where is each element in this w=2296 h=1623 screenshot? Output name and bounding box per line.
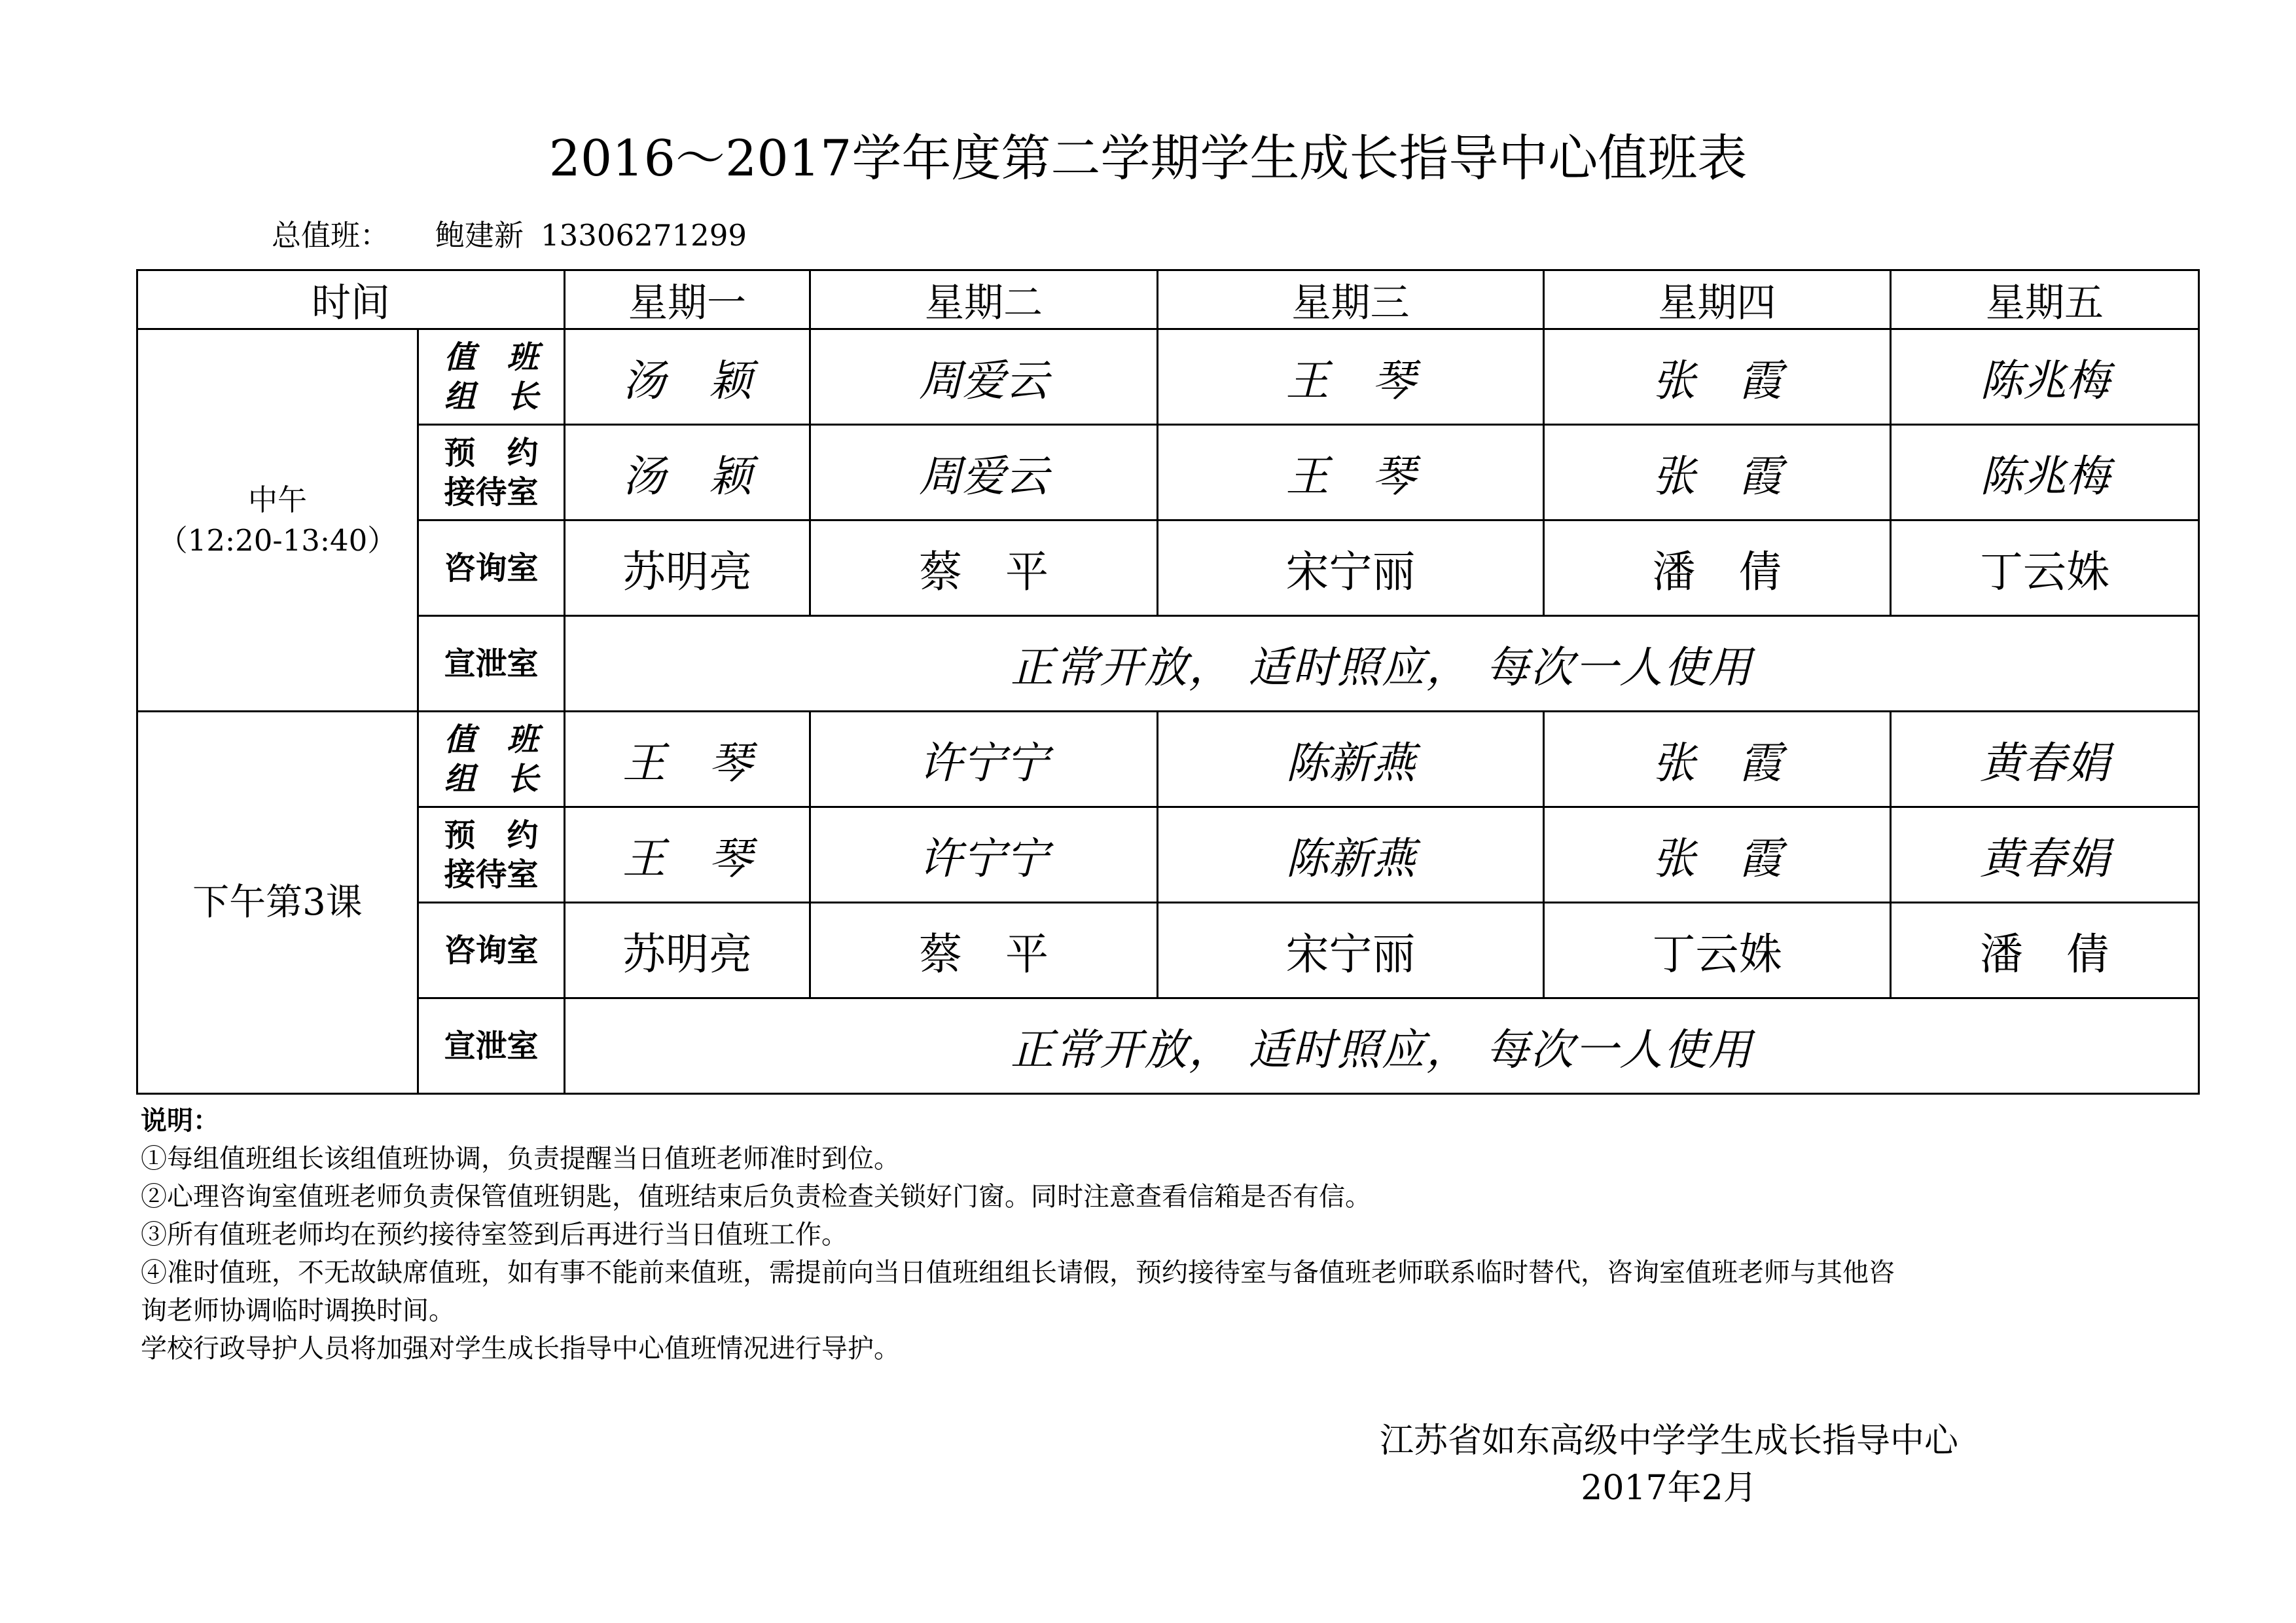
header-row (137, 270, 2199, 329)
vent-role-cell: 宣泄室 (418, 616, 565, 712)
role-label-line1: 值 班 (444, 721, 539, 758)
day-header-wed: 星期三 (1158, 270, 1544, 329)
name-cell: 王 琴 (1158, 425, 1544, 520)
notes-heading: 说明： (141, 1105, 219, 1136)
noon-reception-row (137, 425, 2199, 520)
name-cell: 陈新燕 (1158, 712, 1544, 807)
role-label-line1: 预 约 (444, 816, 539, 854)
duty-roster-table (136, 269, 2200, 1095)
noon-period-cell (137, 329, 418, 712)
name-cell: 蔡 平 (810, 903, 1158, 998)
day-header-thu: 星期四 (1544, 270, 1891, 329)
name-cell: 汤 颖 (565, 425, 810, 520)
name-cell: 黄春娟 (1891, 712, 2199, 807)
signature-org: 江苏省如东高级中学学生成长指导中心 (1379, 1421, 1958, 1461)
note-item: ②心理咨询室值班老师负责保管值班钥匙，值班结束后负责检查关锁好门窗。同时注意查看信箱是否有信。 (141, 1182, 1371, 1212)
name-cell: 宋宁丽 (1158, 520, 1544, 616)
afternoon-period-cell (137, 712, 418, 1094)
role-label-line2: 组 长 (444, 760, 539, 797)
note-item: ①每组值班组长该组值班协调，负责提醒当日值班老师准时到位。 (141, 1144, 900, 1174)
general-duty-label: 总值班： (272, 218, 390, 253)
page-title: 2016～2017学年度第二学期学生成长指导中心值班表 (548, 129, 1748, 187)
leader-role-cell (418, 329, 565, 425)
leader-role-cell (418, 712, 565, 807)
vent-note-cell: 正常开放， 适时照应， 每次一人使用 (565, 616, 2199, 712)
vent-role-cell: 宣泄室 (418, 998, 565, 1094)
name-cell: 陈新燕 (1158, 807, 1544, 903)
name-cell: 陈兆梅 (1891, 329, 2199, 425)
noon-label: 中午 (247, 482, 307, 517)
signature-block (1309, 1417, 2029, 1512)
noon-leader-row (137, 329, 2199, 425)
role-label-line1: 预 约 (444, 434, 539, 471)
name-cell: 宋宁丽 (1158, 903, 1544, 998)
name-cell: 许宁宁 (810, 807, 1158, 903)
note-item: ③所有值班老师均在预约接待室签到后再进行当日值班工作。 (141, 1220, 848, 1250)
name-cell: 王 琴 (565, 807, 810, 903)
name-cell: 王 琴 (565, 712, 810, 807)
name-cell: 周爱云 (810, 329, 1158, 425)
time-header: 时间 (137, 270, 565, 329)
signature-date: 2017年2月 (1581, 1468, 1757, 1508)
general-duty-line (272, 216, 747, 255)
name-cell: 许宁宁 (810, 712, 1158, 807)
day-header-mon: 星期一 (565, 270, 810, 329)
name-cell: 丁云姝 (1891, 520, 2199, 616)
afternoon-leader-row (137, 712, 2199, 807)
reception-role-cell (418, 807, 565, 903)
noon-counsel-row (137, 520, 2199, 616)
day-header-fri: 星期五 (1891, 270, 2199, 329)
role-label-line1: 值 班 (444, 338, 539, 376)
vent-note-cell: 正常开放， 适时照应， 每次一人使用 (565, 998, 2199, 1094)
reception-role-cell (418, 425, 565, 520)
name-cell: 汤 颖 (565, 329, 810, 425)
role-label-line2: 接待室 (444, 856, 539, 893)
note-item: ④准时值班，不无故缺席值班，如有事不能前来值班，需提前向当日值班组组长请假，预约接待室与备值班老师联系临时替代，咨询室值班老师与其他咨 (141, 1258, 1895, 1288)
name-cell: 王 琴 (1158, 329, 1544, 425)
counsel-role-cell: 咨询室 (418, 520, 565, 616)
afternoon-vent-row (137, 998, 2199, 1094)
day-header-tue: 星期二 (810, 270, 1158, 329)
name-cell: 黄春娟 (1891, 807, 2199, 903)
note-item: 询老师协调临时调换时间。 (141, 1296, 455, 1326)
name-cell: 张 霞 (1544, 425, 1891, 520)
name-cell: 张 霞 (1544, 712, 1891, 807)
name-cell: 潘 倩 (1544, 520, 1891, 616)
noon-vent-row (137, 616, 2199, 712)
name-cell: 潘 倩 (1891, 903, 2199, 998)
role-label-line2: 接待室 (444, 473, 539, 511)
general-duty-person: 鲍建新 (435, 218, 524, 253)
name-cell: 张 霞 (1544, 807, 1891, 903)
name-cell: 陈兆梅 (1891, 425, 2199, 520)
afternoon-counsel-row (137, 903, 2199, 998)
name-cell: 苏明亮 (565, 520, 810, 616)
noon-time: （12:20-13:40） (158, 522, 397, 558)
role-label-line2: 组 长 (444, 378, 539, 415)
name-cell: 蔡 平 (810, 520, 1158, 616)
name-cell: 周爱云 (810, 425, 1158, 520)
general-duty-phone: 13306271299 (541, 218, 747, 253)
name-cell: 张 霞 (1544, 329, 1891, 425)
afternoon-label: 下午第3课 (192, 881, 363, 924)
note-item: 学校行政导护人员将加强对学生成长指导中心值班情况进行导护。 (141, 1334, 900, 1364)
name-cell: 苏明亮 (565, 903, 810, 998)
notes-section (141, 1102, 2202, 1368)
name-cell: 丁云姝 (1544, 903, 1891, 998)
afternoon-reception-row (137, 807, 2199, 903)
counsel-role-cell: 咨询室 (418, 903, 565, 998)
